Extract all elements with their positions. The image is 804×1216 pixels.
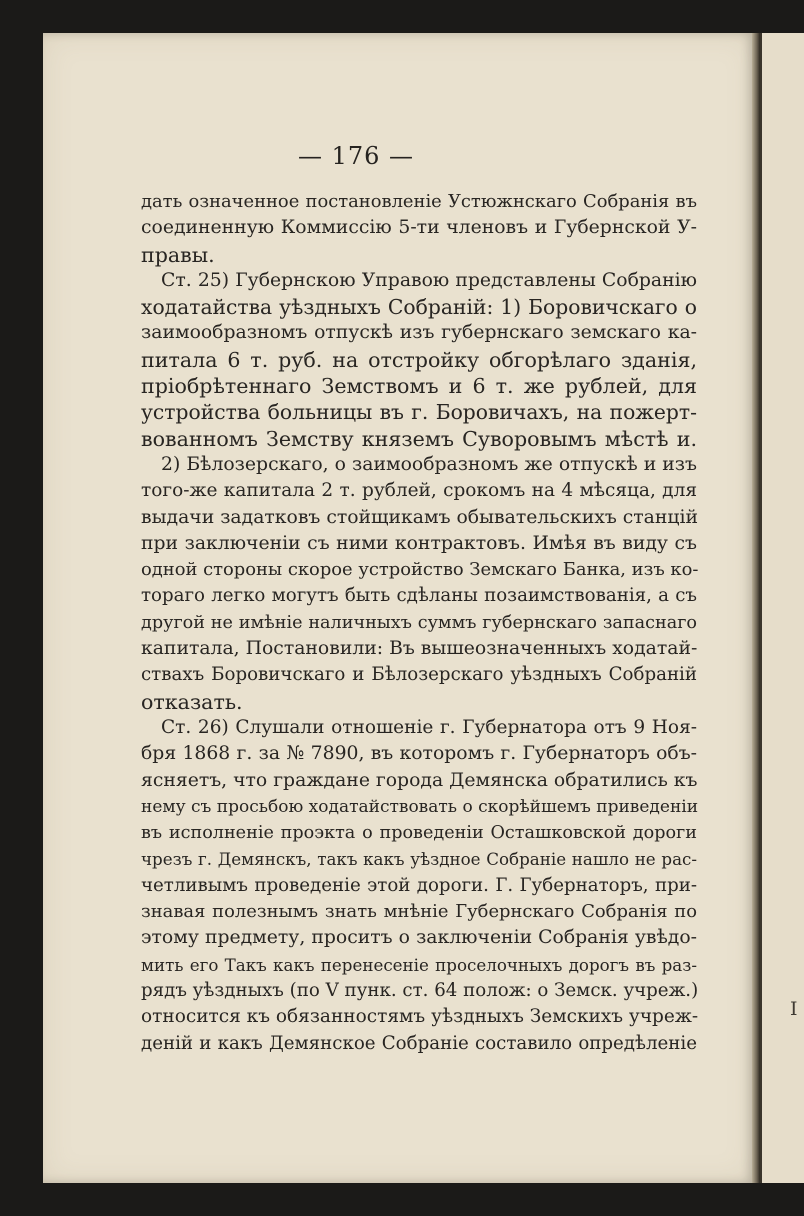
text-line: относится къ обязанностямъ уѣздныхъ Земскихъ учреж- [141,1006,699,1028]
text-line: бря 1868 г. за № 7890, въ которомъ г. Губернаторъ объ- [141,743,697,765]
text-line: Ст. 26) Слушали отношеніе г. Губернатора отъ 9 Ноя- [161,716,697,738]
facing-page-text: I [790,998,798,1020]
text-line: тораго легко могутъ быть сдѣланы позаимствованія, а съ [141,585,697,607]
text-line: отказать. [141,689,243,714]
text-line: Ст. 25) Губернскою Управою представлены Собранію [161,269,697,291]
text-line: того-же капитала 2 т. рублей, срокомъ на 4 мѣсяца, для [141,480,697,502]
text-line: нему съ просьбою ходатайствовать о скорѣйшемъ приведеніи [141,796,699,817]
text-line: ходатайства уѣздныхъ Собраній: 1) Боровичскаго о [141,295,697,320]
text-line: четливымъ проведеніе этой дороги. Г. Губернаторъ, при- [141,874,697,896]
text-line: при заключеніи съ ними контрактовъ. Имѣя въ виду съ [141,532,697,554]
text-line: деній и какъ Демянское Собраніе составило опредѣленіе [141,1032,697,1054]
text-line: другой не имѣніе наличныхъ суммъ губернскаго запаснаго [141,612,697,633]
text-line: знавая полезнымъ знать мнѣніе Губернскаго Собранія по [141,901,697,923]
text-line: заимообразномъ отпускѣ изъ губернскаго земскаго ка- [141,322,697,344]
text-line: чрезъ г. Демянскъ, такъ какъ уѣздное Собраніе нашло не рас- [141,849,697,870]
text-line: дать означенное постановленіе Устюжнскаго Собранія въ [141,191,697,212]
text-line: въ исполненіе проэкта о проведеніи Осташковской дороги [141,823,697,844]
text-line: этому предмету, проситъ о заключеніи Собранія увѣдо- [141,927,697,949]
text-line: правы. [141,242,215,267]
text-line: капитала, Постановили: Въ вышеозначенныхъ ходатай- [141,638,698,660]
page-number: — 176 — [297,142,415,170]
text-line: рядъ уѣздныхъ (по V пунк. ст. 64 полож: о Земск. учреж.) [141,979,699,1001]
text-line: вованномъ Земству княземъ Суворовымъ мѣстѣ и. [141,426,697,451]
text-line: 2) Бѣлозерскаго, о заимообразномъ же отпускѣ и изъ [161,453,697,475]
text-line: устройства больницы въ г. Боровичахъ, на пожерт- [141,400,697,425]
text-line: ясняетъ, что граждане города Демянска обратились къ [141,769,698,791]
text-line: одной стороны скорое устройство Земскаго Банка, изъ ко- [141,559,699,581]
text-line: питала 6 т. руб. на отстройку обгорѣлаго зданія, [141,347,697,372]
book-gutter [752,33,760,1183]
text-line: выдачи задатковъ стойщикамъ обывательскихъ станцій [141,506,698,528]
text-line: соединенную Коммиссію 5-ти членовъ и Губернской У- [141,217,697,239]
text-line: ствахъ Боровичскаго и Бѣлозерскаго уѣздныхъ Собраній [141,664,697,686]
text-line: пріобрѣтеннаго Земствомъ и 6 т. же рублей, для [141,374,697,399]
text-line: мить его Такъ какъ перенесеніе проселочныхъ дорогъ въ раз- [141,954,697,975]
body-text [141,190,697,1058]
